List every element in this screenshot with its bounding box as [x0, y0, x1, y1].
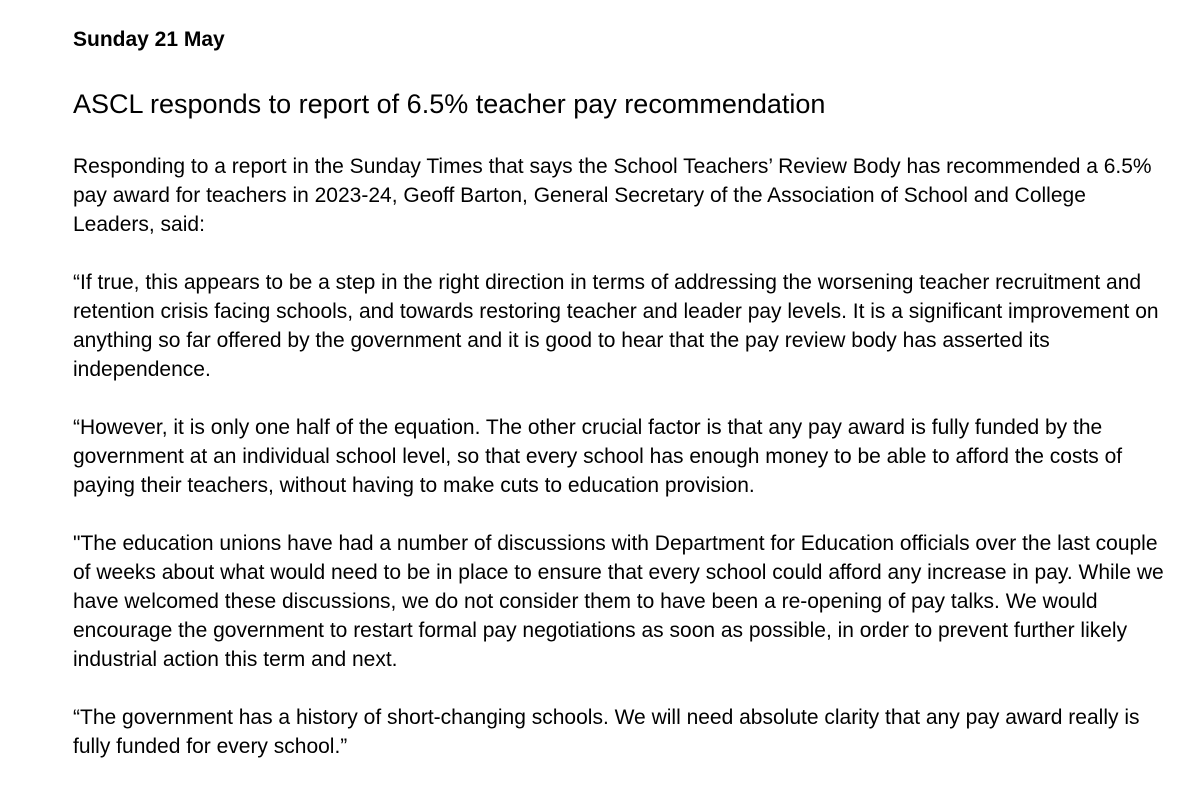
- paragraph-quote-2: “However, it is only one half of the equation. The other crucial factor is that any pay award is fully funded by the government at an individual school level, so that every school has enough money to be able to afford the costs of paying their teachers, without having to make cuts to education provision.: [73, 416, 1123, 497]
- headline: ASCL responds to report of 6.5% teacher pay recommendation: [73, 89, 826, 119]
- paragraph-intro: Responding to a report in the Sunday Times that says the School Teachers’ Review Body has recommended a 6.5% pay award for teachers in 2023-24, Geoff Barton, General Secretary of the Association of School and College Leaders, said:: [73, 155, 1152, 236]
- paragraph-quote-1: “If true, this appears to be a step in the right direction in terms of addressing the worsening teacher recruitment and retention crisis facing schools, and towards restoring teacher and leader pay levels. It is a significant improvement on anything so far offered by the government and it is good to hear that the pay review body has asserted its independence.: [73, 271, 1159, 381]
- release-date: Sunday 21 May: [73, 28, 225, 51]
- paragraph-quote-4: “The government has a history of short-changing schools. We will need absolute clarity that any pay award really is fully funded for every school.”: [73, 706, 1140, 758]
- paragraph-quote-3: "The education unions have had a number of discussions with Department for Education officials over the last couple of weeks about what would need to be in place to ensure that every school could afford any increase in pay. While we have welcomed these discussions, we do not consider them to have been a re-opening of pay talks. We would encourage the government to restart formal pay negotiations as soon as possible, in order to prevent further likely industrial action this term and next.: [73, 532, 1164, 671]
- press-release: [73, 27, 1173, 761]
